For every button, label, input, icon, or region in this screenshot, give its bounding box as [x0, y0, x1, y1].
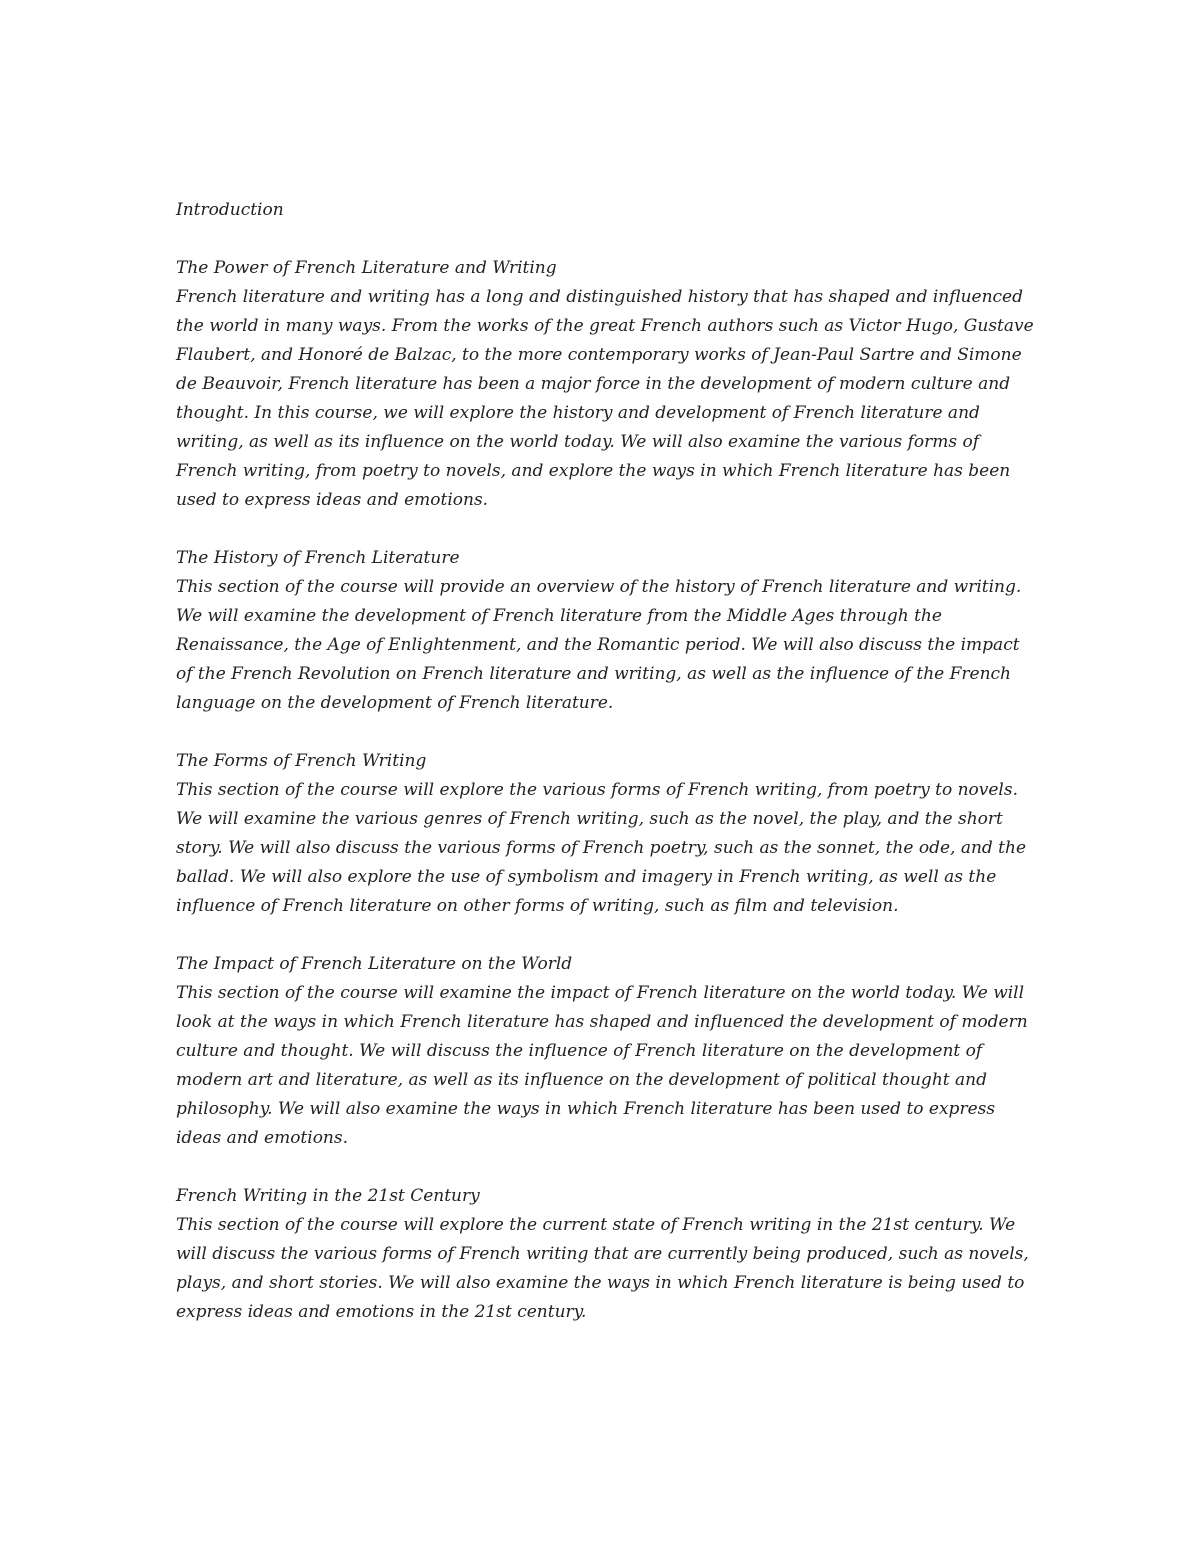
section-title: The Impact of French Literature on the World: [176, 954, 573, 974]
section-21st-century: [176, 1182, 1036, 1327]
section-title: French Writing in the 21st Century: [176, 1186, 480, 1206]
section-body: This section of the course will explore the current state of French writing in the 21st century. We will discuss the various forms of French writing that are currently being produced, such as novels, plays, and short stories. We will also examine the ways in which French literature is being used to express ideas and emotions in the 21st century.: [176, 1215, 1029, 1322]
document-page: [176, 196, 1036, 1356]
section-forms: [176, 747, 1036, 921]
section-title: The Power of French Literature and Writing: [176, 258, 557, 278]
section-body: This section of the course will provide an overview of the history of French literature and writing. We will examine the development of French literature from the Middle Ages through the Renaissance, the Age of Enlightenment, and the Romantic period. We will also discuss the impact of the French Revolution on French literature and writing, as well as the influence of the French language on the development of French literature.: [176, 577, 1022, 713]
section-body: French literature and writing has a long and distinguished history that has shaped and influenced the world in many ways. From the works of the great French authors such as Victor Hugo, Gustave Flaubert, and Honoré de Balzac, to the more contemporary works of Jean-Paul Sartre and Simone de Beauvoir, French literature has been a major force in the development of modern culture and thought. In this course, we will explore the history and development of French literature and writing, as well as its influence on the world today. We will also examine the various forms of French writing, from poetry to novels, and explore the ways in which French literature has been used to express ideas and emotions.: [176, 287, 1034, 510]
section-impact: [176, 950, 1036, 1153]
section-title: The Forms of French Writing: [176, 751, 427, 771]
section-power: [176, 254, 1036, 515]
section-body: This section of the course will explore the various forms of French writing, from poetry to novels. We will examine the various genres of French writing, such as the novel, the play, and the short story. We will also discuss the various forms of French poetry, such as the sonnet, the ode, and the ballad. We will also explore the use of symbolism and imagery in French writing, as well as the influence of French literature on other forms of writing, such as film and television.: [176, 780, 1027, 916]
section-title: The History of French Literature: [176, 548, 460, 568]
section-body: This section of the course will examine the impact of French literature on the world today. We will look at the ways in which French literature has shaped and influenced the development of modern culture and thought. We will discuss the influence of French literature on the development of modern art and literature, as well as its influence on the development of political thought and philosophy. We will also examine the ways in which French literature has been used to express ideas and emotions.: [176, 983, 1028, 1148]
section-history: [176, 544, 1036, 718]
intro-heading: Introduction: [176, 200, 284, 220]
